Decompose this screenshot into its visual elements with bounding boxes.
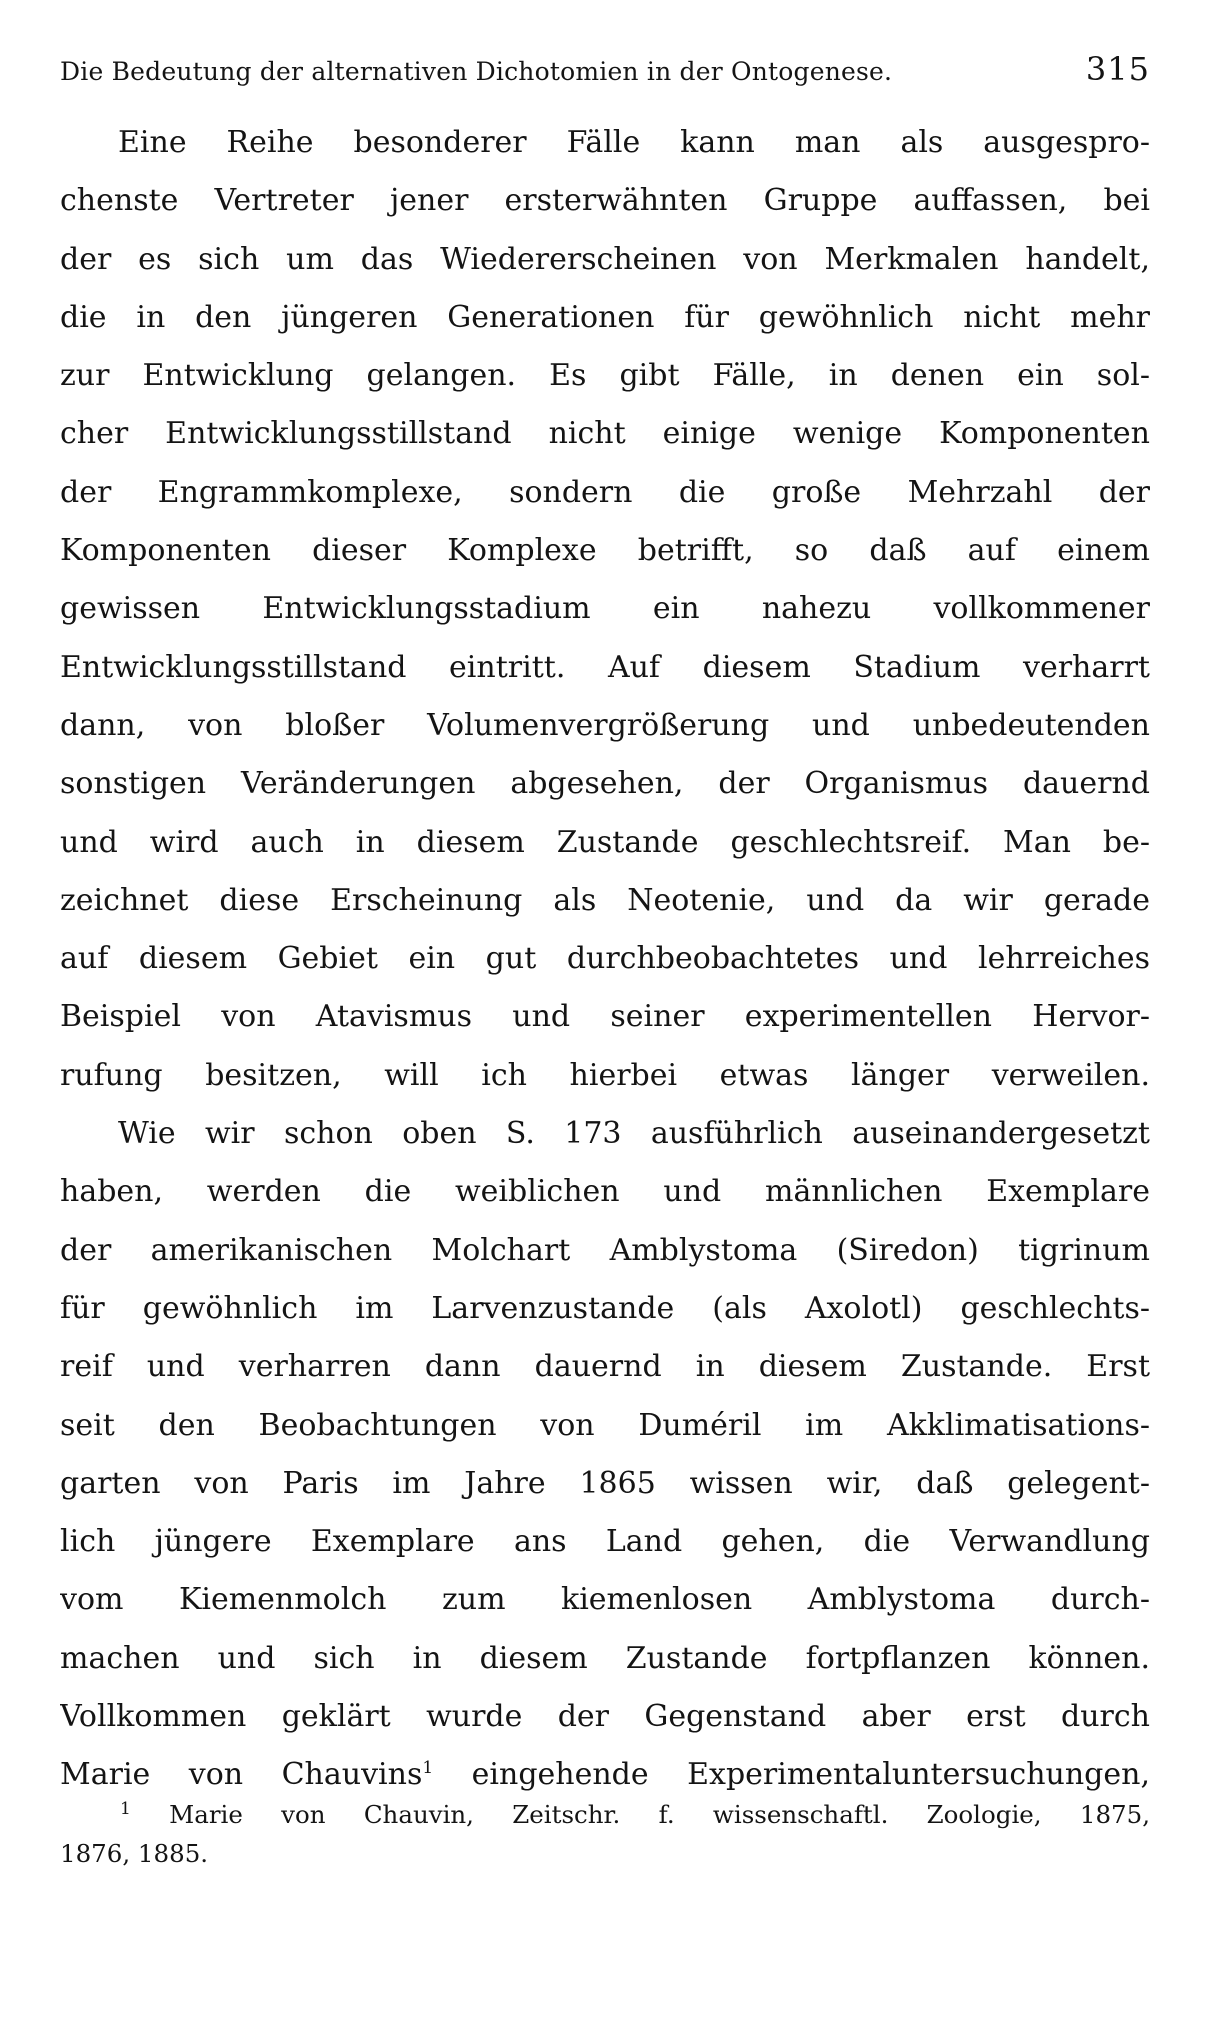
text-fragment: eingehende Experimentaluntersuchungen,	[433, 1757, 1150, 1793]
text-line: Komponenten dieser Komplexe betrifft, so daß auf einem	[60, 533, 1150, 569]
text-line: Entwicklungsstillstand eintritt. Auf diesem Stadium verharrt	[60, 649, 1150, 685]
text-line: und wird auch in diesem Zustande geschlechtsreif. Man be-	[60, 824, 1150, 860]
text-line: reif und verharren dann dauernd in diesem Zustande. Erst	[60, 1349, 1150, 1385]
text-line: zeichnet diese Erscheinung als Neotenie, und da wir gerade	[60, 882, 1150, 918]
text-line: haben, werden die weiblichen und männlichen Exemplare	[60, 1174, 1150, 1210]
footnote-line: 1876, 1885.	[60, 1839, 209, 1868]
text-line: cher Entwicklungsstillstand nicht einige wenige Komponenten	[60, 416, 1150, 452]
running-head	[60, 50, 1150, 96]
text-line: die in den jüngeren Generationen für gewöhnlich nicht mehr	[60, 299, 1150, 335]
footnote-line	[60, 1795, 1150, 1834]
text-line: für gewöhnlich im Larvenzustande (als Axolotl) geschlechts-	[60, 1290, 1150, 1326]
page-number: 315	[1085, 50, 1150, 88]
text-line: chenste Vertreter jener ersterwähnten Gruppe auffassen, bei	[60, 183, 1150, 219]
footnote-ref[interactable]: 1	[422, 1758, 434, 1779]
footnote-text: Marie von Chauvin, Zeitschr. f. wissenschaftl. Zoologie, 1875,	[130, 1800, 1150, 1829]
running-title: Die Bedeutung der alternativen Dichotomien in der Ontogenese.	[60, 57, 893, 86]
text-line: Eine Reihe besonderer Fälle kann man als ausgespro-	[118, 125, 1150, 160]
text-line: der es sich um das Wiedererscheinen von Merkmalen handelt,	[60, 241, 1150, 277]
text-line: sonstigen Veränderungen abgesehen, der Organismus dauernd	[60, 766, 1150, 802]
text-line: Vollkommen geklärt wurde der Gegenstand aber erst durch	[60, 1699, 1150, 1735]
footnote	[60, 1795, 1150, 1873]
text-line: Wie wir schon oben S. 173 ausführlich auseinandergesetzt	[118, 1116, 1150, 1152]
text-line: rufung besitzen, will ich hierbei etwas länger verweilen.	[60, 1057, 1150, 1093]
text-line: auf diesem Gebiet ein gut durchbeobachtetes und lehrreiches	[60, 941, 1150, 977]
text-line: lich jüngere Exemplare ans Land gehen, die Verwandlung	[60, 1524, 1150, 1560]
text-line: der amerikanischen Molchart Amblystoma (Siredon) tigrinum	[60, 1232, 1150, 1268]
text-line: Beispiel von Atavismus und seiner experimentellen Hervor-	[60, 999, 1150, 1035]
footnote-marker: 1	[120, 1798, 131, 1819]
text-line: machen und sich in diesem Zustande fortpflanzen können.	[60, 1640, 1150, 1676]
text-line: der Engrammkomplexe, sondern die große Mehrzahl der	[60, 474, 1150, 510]
text-line: garten von Paris im Jahre 1865 wissen wir, daß gelegent-	[60, 1465, 1150, 1501]
text-line: vom Kiemenmolch zum kiemenlosen Amblystoma durch-	[60, 1582, 1150, 1618]
text-line: zur Entwicklung gelangen. Es gibt Fälle, in denen ein sol-	[60, 358, 1150, 394]
text-line: gewissen Entwicklungsstadium ein nahezu vollkommener	[60, 591, 1150, 627]
text-line: dann, von bloßer Volumenvergrößerung und unbedeutenden	[60, 707, 1150, 743]
text-fragment: Marie von Chauvins	[60, 1757, 423, 1793]
body-text	[60, 114, 1150, 1805]
page	[60, 50, 1150, 1805]
text-line: seit den Beobachtungen von Duméril im Akklimatisations-	[60, 1407, 1150, 1443]
